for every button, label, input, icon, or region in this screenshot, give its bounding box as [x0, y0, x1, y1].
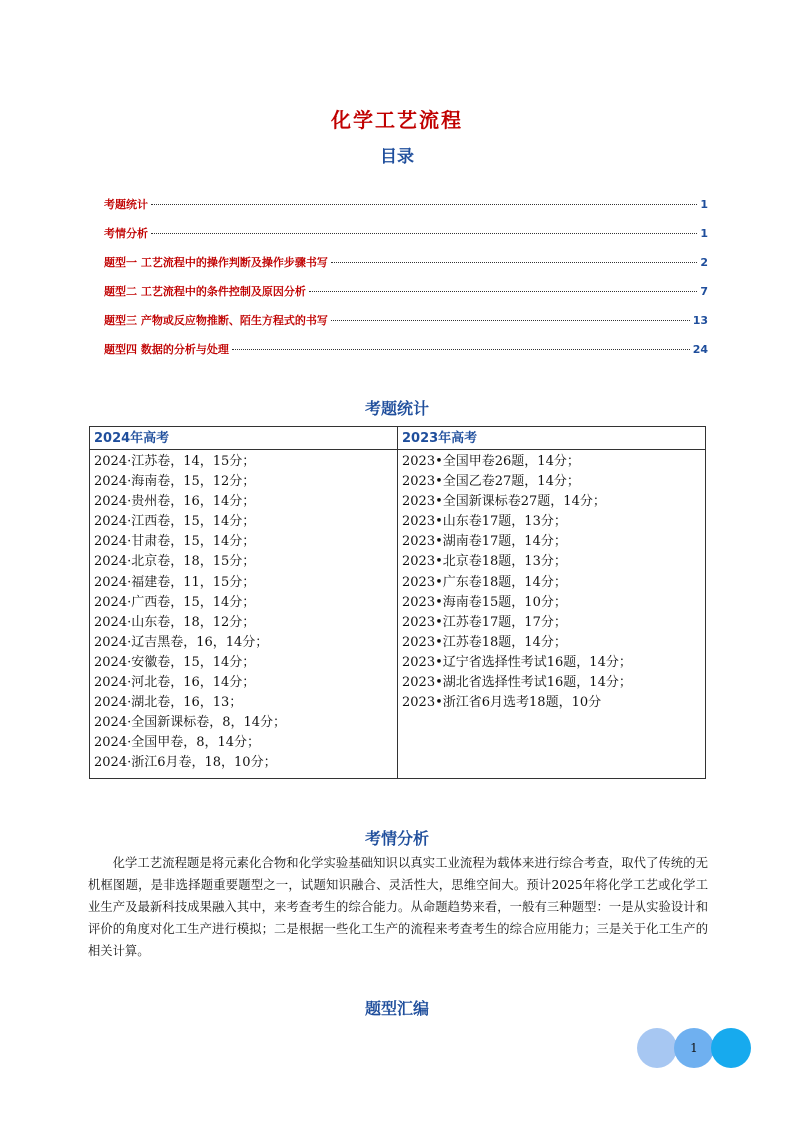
- column-cell-2023: [398, 450, 706, 779]
- toc-entry-page: 1: [700, 198, 708, 211]
- list-item: 2024·全国新课标卷，8，14分；: [94, 715, 287, 731]
- badge-circle-light: [637, 1028, 677, 1068]
- list-item: 2024·江西卷，15，14分；: [94, 514, 256, 530]
- column-cell-2024: [90, 450, 398, 779]
- page-number-badge: [637, 1028, 751, 1068]
- toc-entry-label: 考题统计: [104, 198, 148, 211]
- list-item: 2023•辽宁省选择性考试16题，14分；: [402, 654, 632, 670]
- list-item: 2024·山东卷，18，12分；: [94, 614, 256, 630]
- column-header-2023: 2023年高考: [398, 427, 706, 450]
- toc-leader-dots: [151, 233, 697, 234]
- toc-title: 目录: [380, 147, 414, 167]
- toc-entry-stats[interactable]: [104, 196, 708, 225]
- toc-entry-label: 题型一 工艺流程中的操作判断及操作步骤书写: [104, 256, 328, 269]
- list-item: 2023•山东卷17题，13分；: [402, 514, 567, 530]
- toc-entry-page: 2: [700, 256, 708, 269]
- list-item: 2023•江苏卷17题，17分；: [402, 614, 567, 630]
- toc-entry-label: 题型三 产物或反应物推断、陌生方程式的书写: [104, 314, 328, 327]
- table-of-contents: [104, 196, 708, 370]
- toc-leader-dots: [151, 204, 697, 205]
- toc-entry-page: 1: [700, 227, 708, 240]
- list-item: 2024·海南卷，15，12分；: [94, 474, 256, 490]
- toc-leader-dots: [232, 349, 690, 350]
- list-item: 2024·河北卷，16，14分；: [94, 675, 256, 691]
- toc-leader-dots: [331, 262, 698, 263]
- list-item: 2024·湖北卷，16，13；: [94, 695, 243, 711]
- list-item: 2024·福建卷，11，15分；: [94, 574, 256, 590]
- analysis-heading: 考情分析: [364, 829, 429, 848]
- list-item: 2023•全国甲卷26题，14分；: [402, 454, 580, 469]
- list-item: 2024·贵州卷，16，14分；: [94, 494, 256, 510]
- list-item: 2023•江苏卷18题，14分；: [402, 634, 567, 650]
- list-item: 2023•全国乙卷27题，14分；: [402, 474, 580, 490]
- list-item: 2023•海南卷15题，10分；: [402, 594, 567, 610]
- toc-entry-type-1[interactable]: [104, 254, 708, 283]
- toc-entry-analysis[interactable]: [104, 225, 708, 254]
- analysis-paragraph: 化学工艺流程题是将元素化合物和化学实验基础知识以真实工业流程为载体来进行综合考查，取代了传统的无机框图题，是非选择题重要题型之一，试题知识融合、灵活性大，思维空间大。预计2025年将化学工艺或化学工业生产及最新科技成果融入其中，来考查考生的综合能力。从命题趋势来看，一般有三种题型：一是从实验设计和评价的角度对化工生产进行模拟；二是根据一些化工生产的流程来考查考生的综合应用能力；三是关于化工生产的相关计算。: [88, 856, 708, 958]
- list-item: 2023•全国新课标卷27题，14分；: [402, 494, 606, 510]
- toc-entry-type-3[interactable]: [104, 312, 708, 341]
- list-item: 2023•北京卷18题，13分；: [402, 554, 567, 570]
- toc-entry-page: 7: [700, 285, 708, 298]
- list-item: 2024·江苏卷，14，15分；: [94, 454, 256, 469]
- toc-entry-type-2[interactable]: [104, 283, 708, 312]
- list-item: 2023•湖南卷17题，14分；: [402, 534, 567, 550]
- toc-entry-label: 题型二 工艺流程中的条件控制及原因分析: [104, 285, 306, 298]
- toc-entry-label: 考情分析: [104, 227, 148, 240]
- page-number: 1: [690, 1041, 698, 1055]
- document-title: 化学工艺流程: [331, 108, 463, 132]
- exam-stats-table: [89, 426, 706, 779]
- list-item: 2024·安徽卷，15，14分；: [94, 654, 256, 670]
- toc-leader-dots: [309, 291, 698, 292]
- badge-circle-dark: [711, 1028, 751, 1068]
- types-heading: 题型汇编: [364, 999, 429, 1018]
- toc-entry-type-4[interactable]: [104, 341, 708, 370]
- toc-leader-dots: [331, 320, 690, 321]
- stats-heading: 考题统计: [364, 399, 429, 418]
- list-item: 2024·广西卷，15，14分；: [94, 594, 256, 610]
- column-header-2024: 2024年高考: [90, 427, 398, 450]
- toc-entry-label: 题型四 数据的分析与处理: [104, 343, 229, 356]
- list-item: 2023•浙江省6月选考18题，10分: [402, 695, 602, 711]
- toc-entry-page: 24: [692, 343, 708, 356]
- list-item: 2024·全国甲卷，8，14分；: [94, 735, 261, 751]
- list-item: 2024·辽吉黑卷，16，14分；: [94, 634, 269, 650]
- toc-entry-page: 13: [692, 314, 708, 327]
- list-item: 2024·甘肃卷，15，14分；: [94, 534, 256, 550]
- list-item: 2023•广东卷18题，14分；: [402, 574, 567, 590]
- list-item: 2024·浙江6月卷，18，10分；: [94, 755, 277, 771]
- list-item: 2024·北京卷，18，15分；: [94, 554, 256, 570]
- list-item: 2023•湖北省选择性考试16题，14分；: [402, 675, 632, 691]
